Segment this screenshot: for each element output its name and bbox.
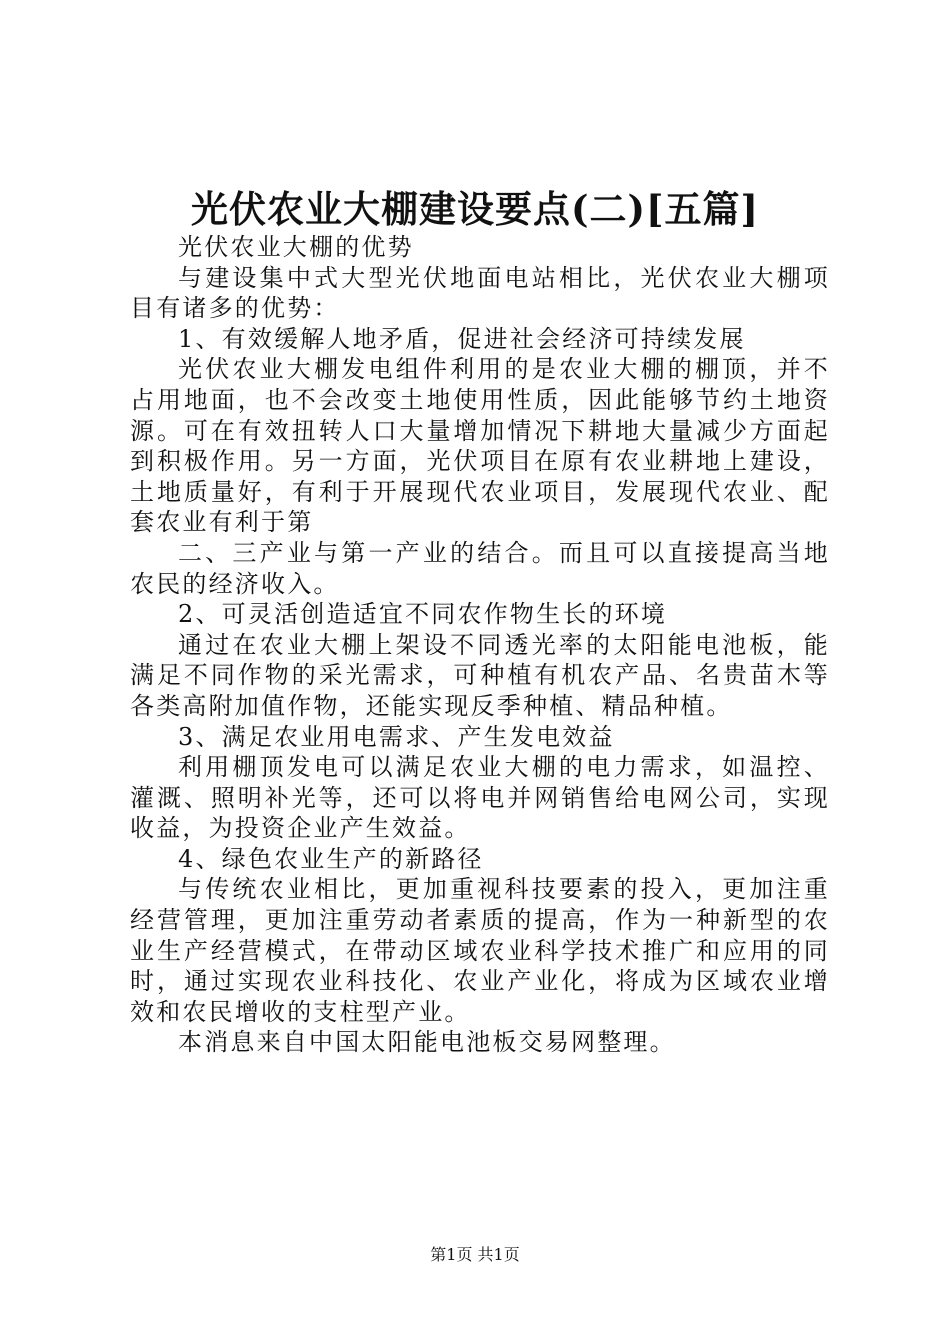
paragraph-point-2-heading: 2、可灵活创造适宜不同农作物生长的环境 xyxy=(178,600,668,629)
paragraph-heading-advantages: 光伏农业大棚的优势 xyxy=(178,233,414,261)
paragraph-intro: 与建设集中式大型光伏地面电站相比，光伏农业大棚项目有诸多的优势： xyxy=(130,263,830,323)
page-footer: 第1页 共1页 xyxy=(430,1245,520,1264)
paragraph-point-2-body: 通过在农业大棚上架设不同透光率的太阳能电池板，能满足不同作物的采光需求，可种植有机农产品、名贵苗木等各类高附加值作物，还能实现反季种植、精品种植。 xyxy=(130,630,830,720)
paragraph-point-4-body: 与传统农业相比，更加重视科技要素的投入，更加注重经营管理，更加注重劳动者素质的提高，作为一种新型的农业生产经营模式，在带动区域农业科学技术推广和应用的同时，通过实现农业科技化、农业产业化，将成为区域农业增效和农民增收的支柱型产业。 xyxy=(130,875,830,1026)
paragraph-point-3-heading: 3、满足农业用电需求、产生发电效益 xyxy=(178,722,615,751)
paragraph-point-1-continued: 二、三产业与第一产业的结合。而且可以直接提高当地农民的经济收入。 xyxy=(130,538,830,598)
document-title: 光伏农业大棚建设要点(二)[五篇] xyxy=(190,187,760,231)
document-body xyxy=(130,232,830,1058)
paragraph-point-1-body: 光伏农业大棚发电组件利用的是农业大棚的棚顶，并不占用地面，也不会改变土地使用性质，因此能够节约土地资源。可在有效扭转人口大量增加情况下耕地大量减少方面起到积极作用。另一方面，光伏项目在原有农业耕地上建设，土地质量好，有利于开展现代农业项目，发展现代农业、配套农业有利于第 xyxy=(130,355,830,537)
paragraph-source-note: 本消息来自中国太阳能电池板交易网整理。 xyxy=(178,1028,676,1057)
paragraph-point-1-heading: 1、有效缓解人地矛盾，促进社会经济可持续发展 xyxy=(178,324,746,353)
paragraph-point-4-heading: 4、绿色农业生产的新路径 xyxy=(178,844,484,873)
paragraph-point-3-body: 利用棚顶发电可以满足农业大棚的电力需求，如温控、灌溉、照明补光等，还可以将电并网销售给电网公司，实现收益，为投资企业产生效益。 xyxy=(130,753,830,843)
